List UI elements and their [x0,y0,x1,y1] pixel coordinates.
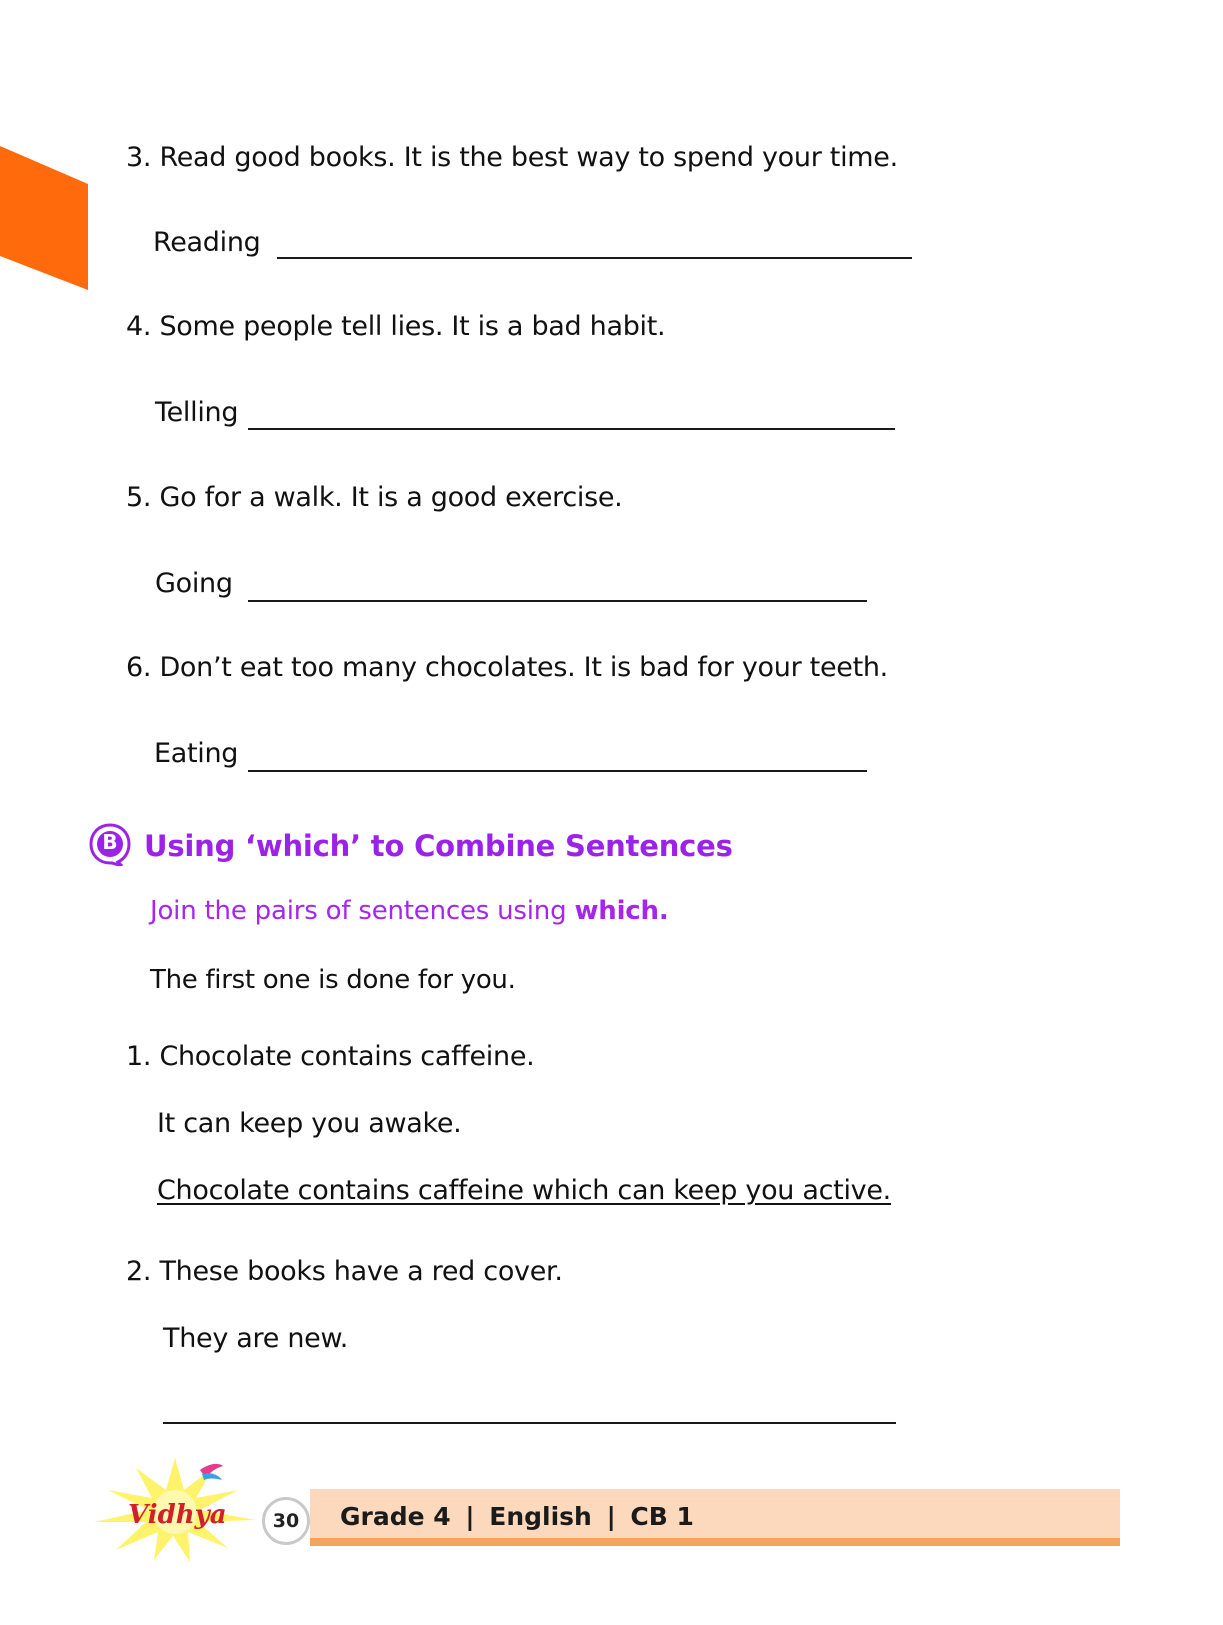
item-1-sentence-1: 1. Chocolate contains caffeine. [126,1041,535,1072]
footer-course-info [340,1502,694,1531]
footer-separator: | [606,1502,616,1531]
question-6-answer-line[interactable] [248,770,867,772]
question-6-answer-start: Eating [154,738,239,769]
footer-book: CB 1 [630,1502,694,1531]
question-4-prompt: 4. Some people tell lies. It is a bad habit. [126,311,666,342]
question-5-answer-start: Going [155,568,233,599]
section-b-badge [88,822,132,866]
item-2-sentence-2: They are new. [163,1323,349,1354]
page-number: 30 [262,1497,310,1545]
instruction-keyword: which. [574,896,669,926]
section-b-letter: B [102,830,118,854]
question-3-prompt: 3. Read good books. It is the best way to spend your time. [126,142,898,173]
footer-subject: English [489,1502,592,1531]
footer-separator: | [465,1502,475,1531]
item-1-answer: Chocolate contains caffeine which can keep you active. [157,1175,891,1206]
orange-side-tab [0,146,90,291]
section-b-instruction [150,896,669,926]
question-4-answer-start: Telling [155,397,239,428]
question-5-answer-line[interactable] [248,600,867,602]
item-2-sentence-1: 2. These books have a red cover. [126,1256,563,1287]
footer-grade: Grade 4 [340,1502,451,1531]
section-b-note: The first one is done for you. [150,965,516,995]
question-3-answer-line[interactable] [277,257,912,259]
vidhya-logo-text: Vidhya [128,1500,227,1530]
instruction-text: Join the pairs of sentences using [150,896,575,926]
item-1-sentence-2: It can keep you awake. [157,1108,462,1139]
question-3-answer-start: Reading [153,227,261,258]
footer-strip [310,1538,1120,1546]
item-2-answer-line[interactable] [163,1422,896,1424]
question-4-answer-line[interactable] [248,428,895,430]
question-5-prompt: 5. Go for a walk. It is a good exercise. [126,482,623,513]
section-b-title: Using ‘which’ to Combine Sentences [144,829,733,863]
question-6-prompt: 6. Don’t eat too many chocolates. It is bad for your teeth. [126,652,888,683]
